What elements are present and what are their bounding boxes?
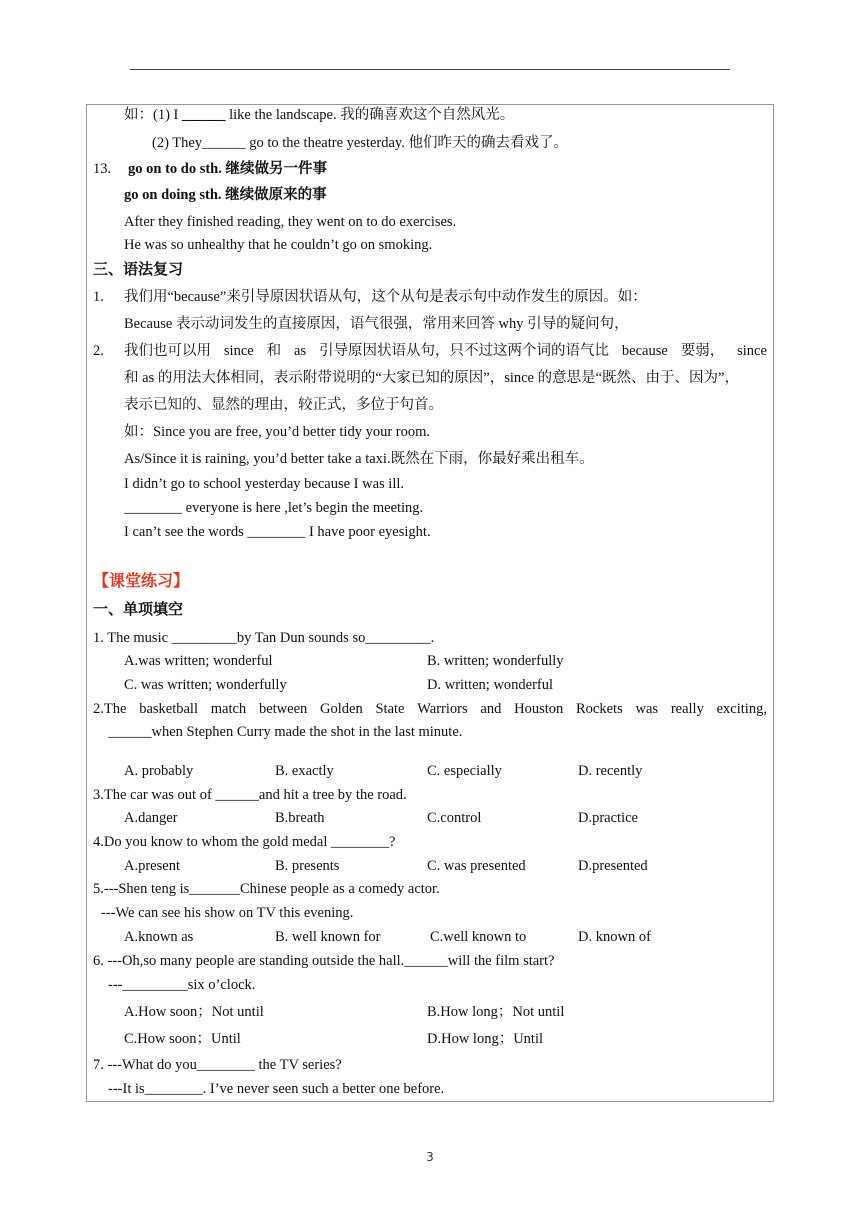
section-title-grammar: 三、语法复习 (93, 262, 184, 278)
option-c: C. especially (427, 763, 502, 779)
option-b: B. written; wonderfully (427, 653, 564, 669)
grammar-1-text: 我们用“because”来引导原因状语从句，这个从句是表示句中动作发生的原因。如： (124, 289, 647, 305)
option-a: A.How soon；Not until (124, 1004, 264, 1020)
option-d: D. known of (578, 929, 651, 945)
option-a: A. probably (124, 763, 194, 779)
option-b: B. well known for (275, 929, 381, 945)
grammar-2-number: 2. (93, 343, 104, 359)
grammar-2-text-line1: 我们也可以用 since 和 as 引导原因状语从句，只不过这两个词的语气比 because 要弱， since (124, 343, 767, 359)
grammar-exercise: I can’t see the words ________ I have poor eyesight. (124, 524, 431, 540)
grammar-example: 如：Since you are free, you’d better tidy your room. (124, 424, 431, 440)
option-c: C. was presented (427, 858, 526, 874)
option-a: A.danger (124, 810, 178, 826)
option-b: B. presents (275, 858, 340, 874)
question-5-line2: ---We can see his show on TV this evening. (101, 905, 354, 921)
example-line-2: (2) They______ go to the theatre yesterday. 他们昨天的确去看戏了。 (152, 135, 568, 151)
example-line-1: 如：(1) I ______ like the landscape. 我的确喜欢这个自然风光。 (124, 107, 515, 123)
page-number: 3 (426, 1150, 434, 1164)
option-d: D. written; wonderful (427, 677, 554, 693)
header-rule (130, 69, 730, 70)
grammar-exercise: ________ everyone is here ,let’s begin the meeting. (124, 500, 424, 516)
question-6-line2: ---_________six o’clock. (108, 977, 256, 993)
grammar-2-text-line3: 表示已知的、显然的理由，较正式，多位于句首。 (124, 397, 443, 413)
option-d: D. recently (578, 763, 643, 779)
option-c: C.well known to (430, 929, 527, 945)
section-title-practice: 【课堂练习】 (93, 573, 190, 590)
grammar-1-note: Because 表示动词发生的直接原因，语气很强，常用来回答 why 引导的疑问句， (124, 316, 629, 332)
question-2-line2: ______when Stephen Curry made the shot in the last minute. (108, 724, 463, 740)
question-2-line1: 2.The basketball match between Golden State Warriors and Houston Rockets was really exciting, (93, 701, 767, 717)
option-b: B. exactly (275, 763, 334, 779)
option-d: D.presented (578, 858, 648, 874)
question-1: 1. The music _________by Tan Dun sounds so_________. (93, 630, 435, 646)
grammar-example: I didn’t go to school yesterday because I was ill. (124, 476, 404, 492)
option-b: B.How long；Not until (427, 1004, 565, 1020)
option-c: C.control (427, 810, 482, 826)
option-a: A.was written; wonderful (124, 653, 273, 669)
option-a: A.known as (124, 929, 194, 945)
example-sentence: After they finished reading, they went on to do exercises. (124, 214, 457, 230)
phrase-go-on-doing: go on doing sth. 继续做原来的事 (124, 187, 327, 203)
grammar-1-number: 1. (93, 289, 104, 305)
question-3: 3.The car was out of ______and hit a tree by the road. (93, 787, 407, 803)
phrase-go-on-to-do: go on to do sth. 继续做另一件事 (128, 161, 327, 177)
option-c: C. was written; wonderfully (124, 677, 287, 693)
question-7-line1: 7. ---What do you________ the TV series? (93, 1057, 342, 1073)
section-title-single-choice: 一、单项填空 (93, 602, 184, 618)
question-6-line1: 6. ---Oh,so many people are standing outside the hall.______will the film start? (93, 953, 555, 969)
option-b: B.breath (275, 810, 325, 826)
question-7-line2: ---It is________. I’ve never seen such a better one before. (108, 1081, 445, 1097)
grammar-2-text-line2: 和 as 的用法大体相同，表示附带说明的“大家已知的原因”，since 的意思是“既然、由于、因为”， (124, 370, 739, 386)
item-13-number: 13. (93, 161, 112, 177)
option-d: D.How long；Until (427, 1031, 543, 1047)
question-4: 4.Do you know to whom the gold medal ________? (93, 834, 396, 850)
grammar-example: As/Since it is raining, you’d better take a taxi.既然在下雨，你最好乘出租车。 (124, 451, 594, 467)
option-a: A.present (124, 858, 180, 874)
option-c: C.How soon；Until (124, 1031, 241, 1047)
example-sentence: He was so unhealthy that he couldn’t go on smoking. (124, 237, 433, 253)
option-d: D.practice (578, 810, 638, 826)
question-5-line1: 5.---Shen teng is_______Chinese people as a comedy actor. (93, 881, 440, 897)
